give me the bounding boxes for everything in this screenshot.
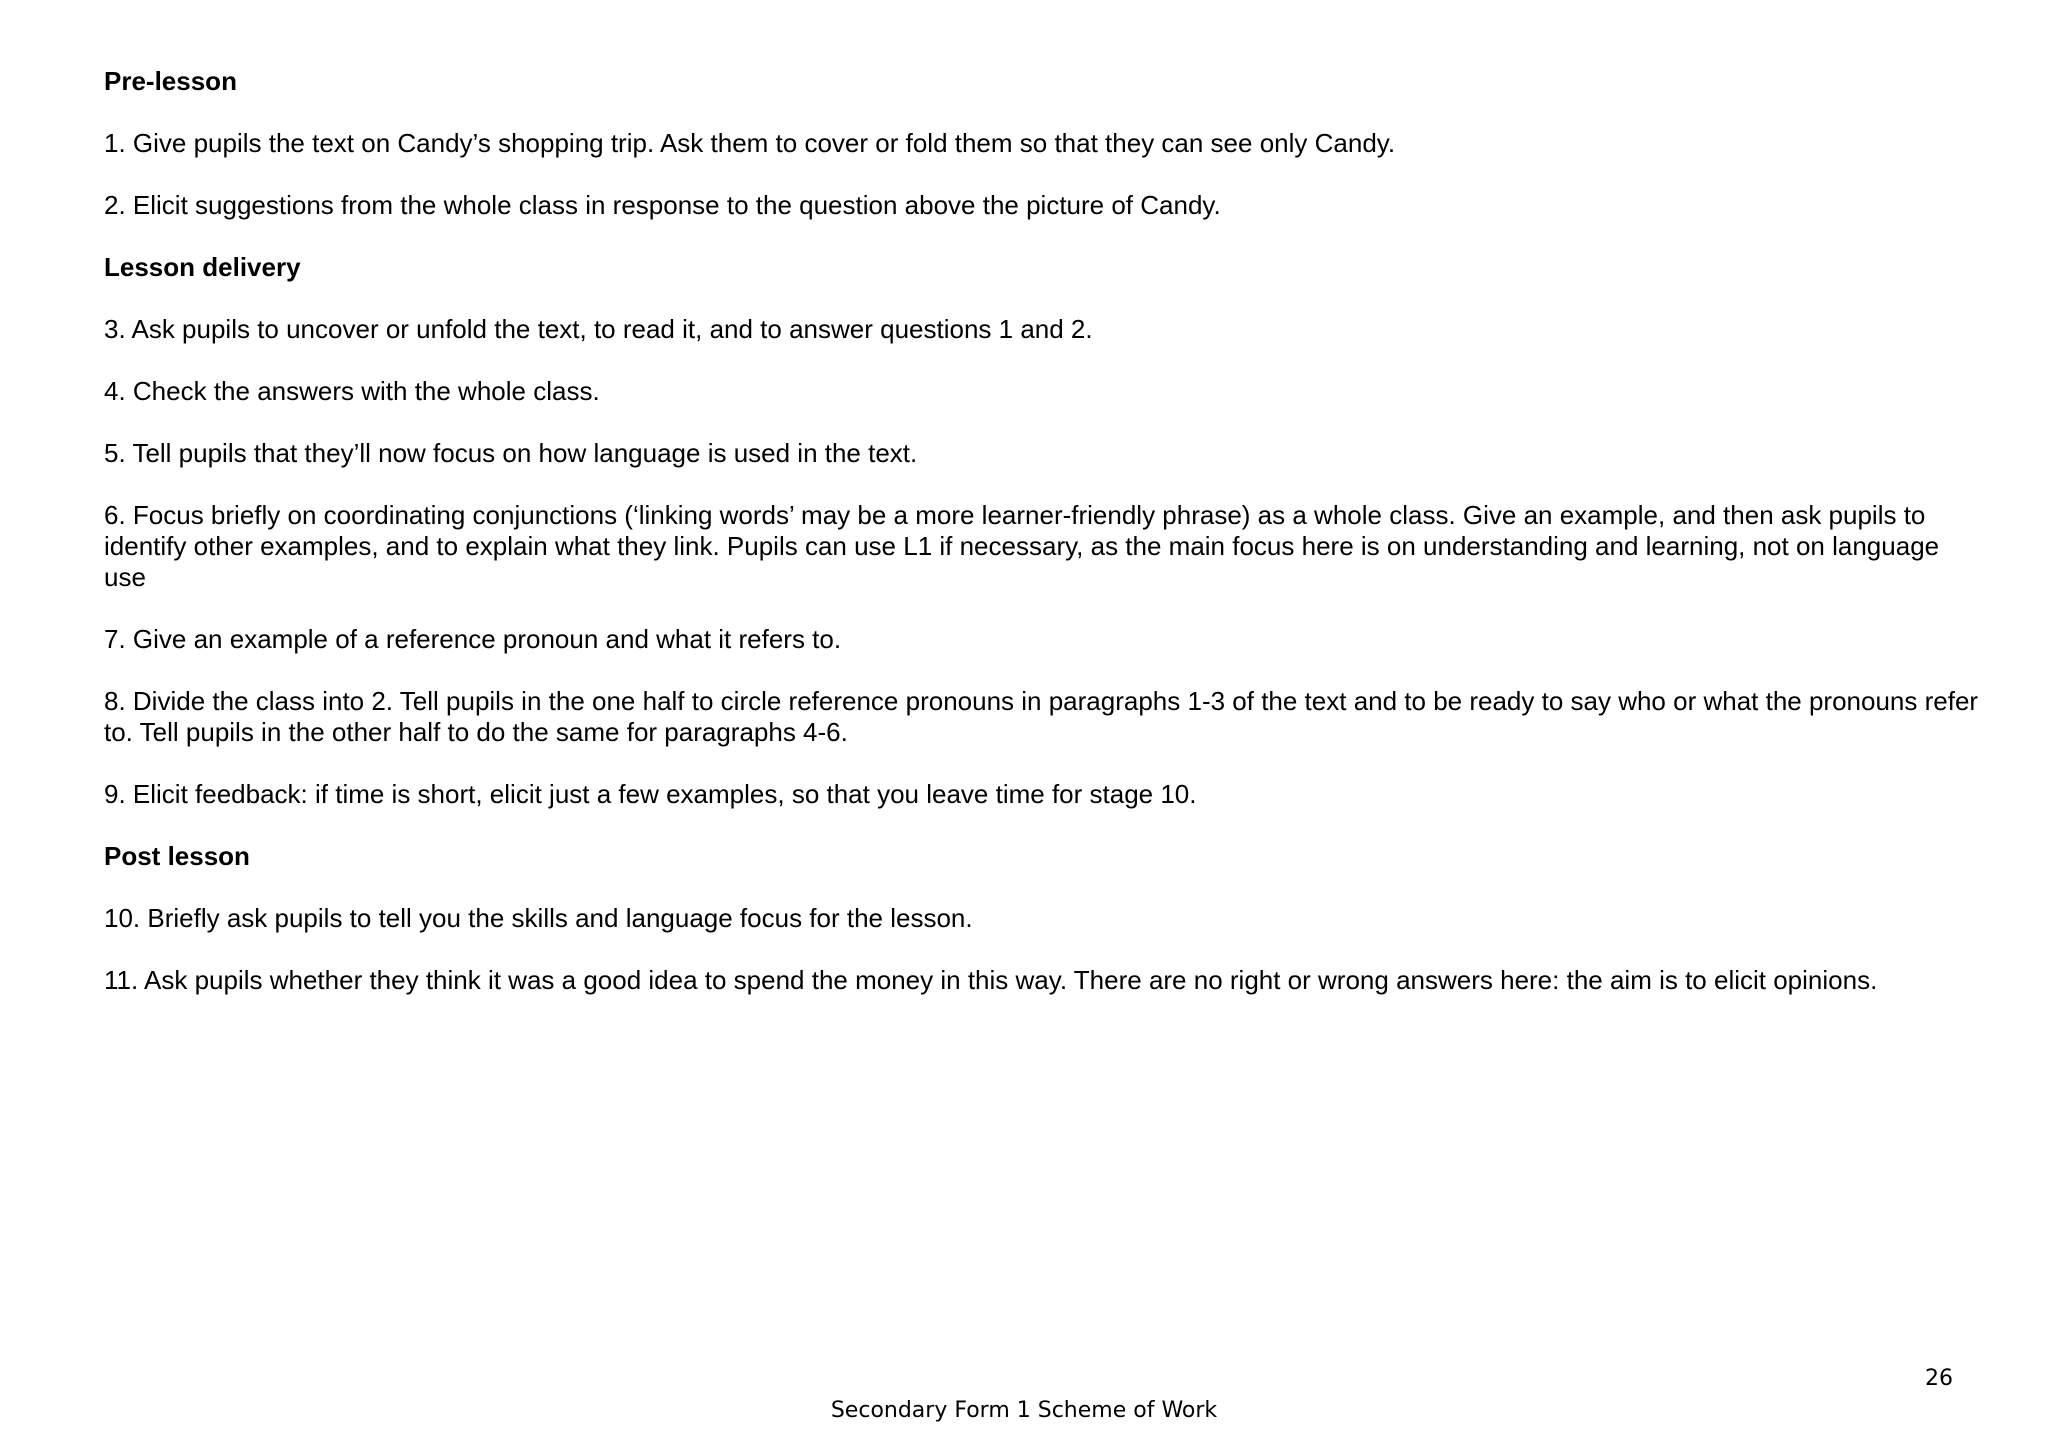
step-3: 3. Ask pupils to uncover or unfold the text, to read it, and to answer questions 1 and 2. bbox=[104, 314, 1093, 344]
document-body bbox=[104, 66, 1984, 1027]
step-10: 10. Briefly ask pupils to tell you the skills and language focus for the lesson. bbox=[104, 903, 973, 933]
step-2: 2. Elicit suggestions from the whole class in response to the question above the picture of Candy. bbox=[104, 190, 1221, 220]
section-heading-lesson-delivery: Lesson delivery bbox=[104, 252, 301, 282]
page-number: 26 bbox=[1925, 1366, 1953, 1391]
step-11: 11. Ask pupils whether they think it was a good idea to spend the money in this way. There are no right or wrong answers here: the aim is to elicit opinions. bbox=[104, 965, 1878, 995]
step-8: 8. Divide the class into 2. Tell pupils in the one half to circle reference pronouns in paragraphs 1-3 of the text and to be ready to say who or what the pronouns refer to. Tell pupils in the other half to do the same for paragraphs 4-6. bbox=[104, 686, 1979, 747]
step-6: 6. Focus briefly on coordinating conjunctions (‘linking words’ may be a more learner-friendly phrase) as a whole class. Give an example, and then ask pupils to identify other examples, and to explain what they link. Pupils can use L1 if necessary, as the main focus here is on understanding and learning, not on language use bbox=[104, 500, 1940, 592]
section-heading-post-lesson: Post lesson bbox=[104, 841, 250, 871]
step-9: 9. Elicit feedback: if time is short, elicit just a few examples, so that you leave time for stage 10. bbox=[104, 779, 1197, 809]
section-heading-pre-lesson: Pre-lesson bbox=[104, 66, 237, 96]
step-1: 1. Give pupils the text on Candy’s shopping trip. Ask them to cover or fold them so that they can see only Candy. bbox=[104, 128, 1396, 158]
step-7: 7. Give an example of a reference pronoun and what it refers to. bbox=[104, 624, 842, 654]
step-4: 4. Check the answers with the whole class. bbox=[104, 376, 600, 406]
step-5: 5. Tell pupils that they’ll now focus on how language is used in the text. bbox=[104, 438, 918, 468]
page-footer: Secondary Form 1 Scheme of Work bbox=[830, 1398, 1218, 1423]
